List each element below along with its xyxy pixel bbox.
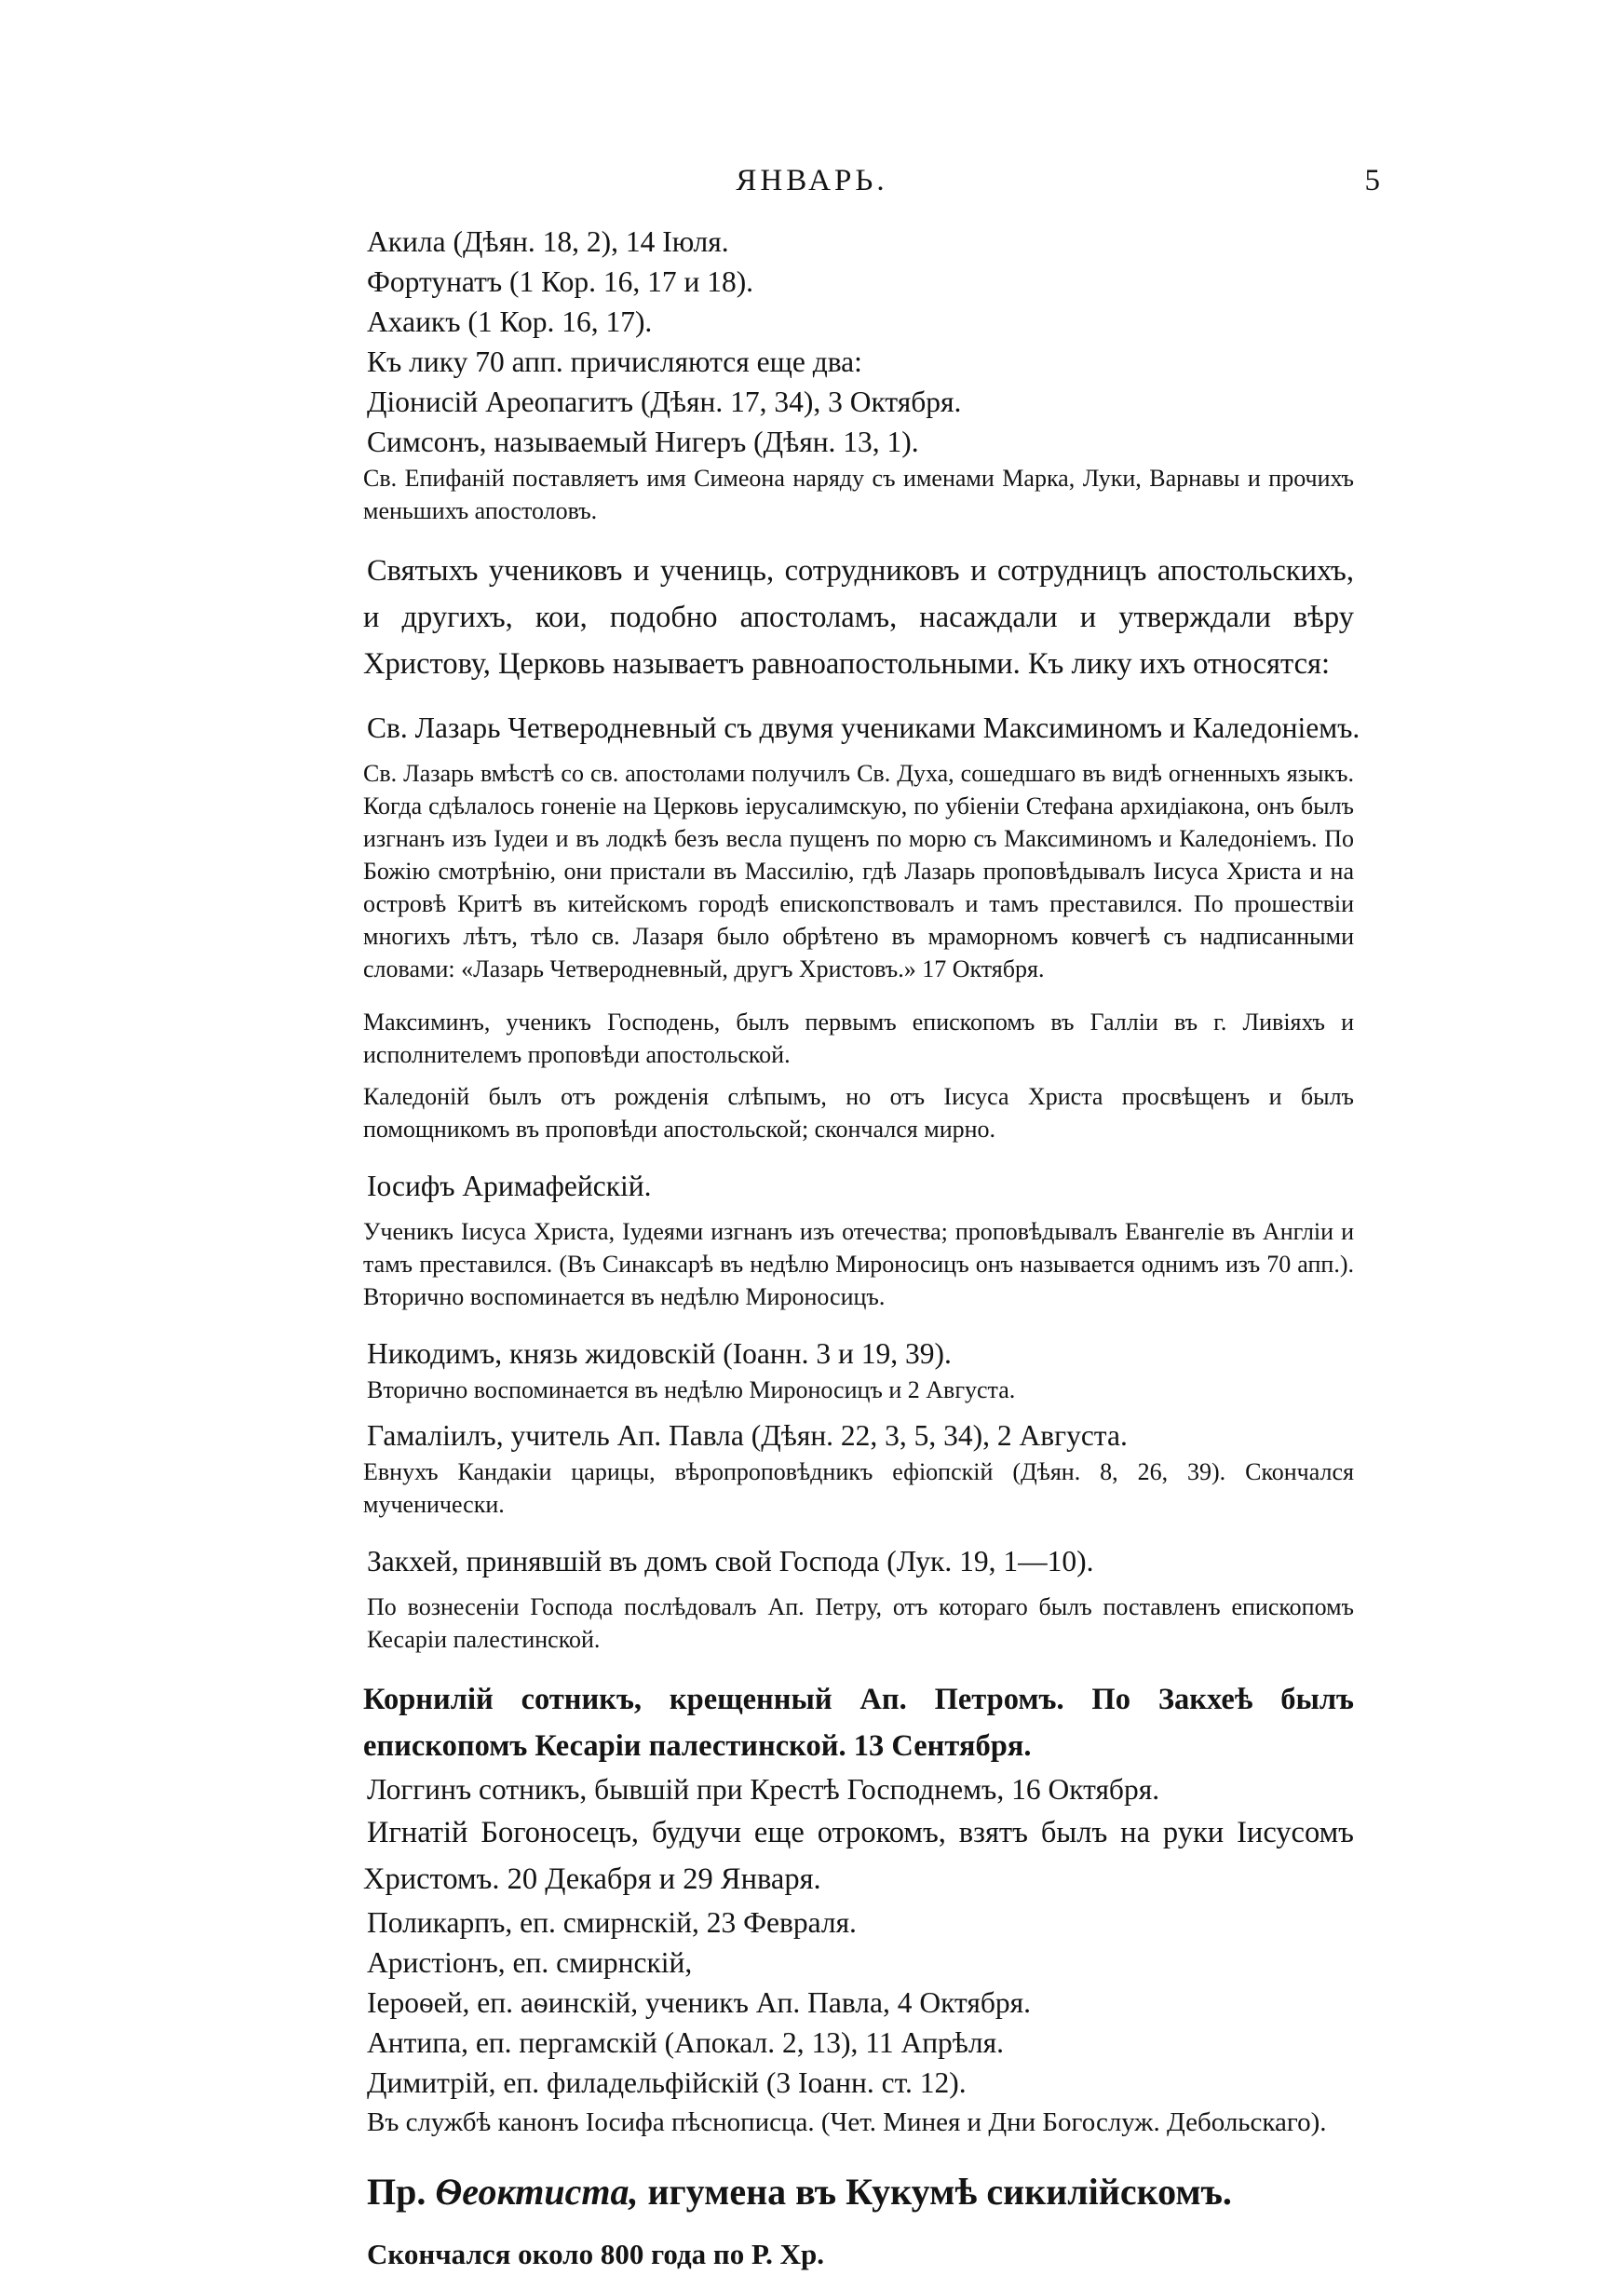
list-item-dionysius: Діонисій Ареопагитъ (Дѣян. 17, 34), 3 Октября. [367,386,962,418]
feast-title [367,2167,1354,2217]
entry-antipas: Антипа, еп. пергамскій (Апокал. 2, 13), 11 Апрѣля. [367,2026,1004,2059]
note-maximin: Максиминъ, ученикъ Господень, былъ первымъ епископомъ въ Галліи въ г. Ливіяхъ и исполнителемъ проповѣди апостольской. [363,1009,1354,1068]
note-caledonius: Каледоній былъ отъ рожденія слѣпымъ, но отъ Іисуса Христа просвѣщенъ и былъ помощникомъ въ проповѣди апостольской; скончался мирно. [363,1083,1354,1143]
intro-equal-to-apostles: Святыхъ учениковъ и учениць, сотрудниковъ и сотрудницъ апостольскихъ, и другихъ, кои, подобно апостоламъ, насаждали и утверждали вѣру Христову, Церковь называетъ равноапостольными. Къ лику ихъ относятся: [363,554,1354,681]
heading-zacchaeus: Закхей, принявшій въ домъ свой Господа (Лук. 19, 1—10). [367,1545,1094,1578]
entry-service-canon: Въ службѣ канонъ Іосифа пѣснописца. (Чет. Минея и Дни Богослуж. Дебольскаго). [367,2107,1327,2137]
note-epiphanius: Св. Епифаній поставляетъ имя Симеона наряду съ именами Марка, Луки, Варнавы и прочихъ меньшихъ апостоловъ. [363,465,1354,524]
feast-title-rest: игумена въ Кукумѣ сикилійскомъ. [647,2171,1232,2213]
heading-nicodemus: Никодимъ, князь жидовскій (Іоанн. 3 и 19, 39). [367,1337,952,1370]
entry-polycarp: Поликарпъ, еп. смирнскій, 23 Февраля. [367,1906,857,1939]
heading-gamaliel: Гамаліилъ, учитель Ап. Павла (Дѣян. 22, 3, 5, 34), 2 Августа. [367,1419,1128,1452]
page-body [363,222,1360,2275]
note-joseph: Ученикъ Іисуса Христа, Іудеями изгнанъ изъ отечества; проповѣдывалъ Евангеліе въ Англіи и тамъ преставился. (Въ Синаксарѣ въ недѣлю Мироносицъ онъ называется однимъ изъ 70 апп.). Вторично воспоминается въ недѣлю Мироносицъ. [363,1218,1354,1310]
list-item-akila: Акила (Дѣян. 18, 2), 14 Іюля. [367,225,729,258]
entry-ignatius: Игнатій Богоносецъ, будучи еще отрокомъ, взятъ былъ на руки Іисусомъ Христомъ. 20 Декабря и 29 Января. [363,1816,1354,1896]
entry-hierotheus: Іероѳей, еп. аѳинскій, ученикъ Ап. Павла, 4 Октября. [367,1986,1031,2019]
note-eunuch: Евнухъ Кандакіи царицы, вѣропроповѣдникъ ефіопскій (Дѣян. 8, 26, 39). Скончался мученически. [363,1458,1354,1518]
feast-note: Скончался около 800 года по Р. Хр. [367,2238,824,2270]
entry-demetrius: Димитрій, еп. филадельфійскій (3 Іоанн. ст. 12). [367,2066,967,2099]
feast-title-prefix: Пр. [367,2171,426,2213]
list-item-simeon-niger: Симсонъ, называемый Нигеръ (Дѣян. 13, 1). [367,426,919,458]
note-lazarus: Св. Лазарь вмѣстѣ со св. апостолами получилъ Св. Духа, сошедшаго въ видѣ огненныхъ языкъ. Когда сдѣлалось гоненіе на Церковь іерусалимскую, по убіеніи Стефана архидіакона, онъ былъ изгнанъ изъ Іудеи и въ лодкѣ безъ весла пущенъ по морю съ Максиминомъ и Каледоніемъ. По Божію смотрѣнію, они пристали въ Массилію, гдѣ Лазарь проповѣдывалъ Іисуса Христа и на островѣ Критѣ въ китейскомъ городѣ епископствовалъ и тамъ преставился. По прошествіи многихъ лѣтъ, тѣло св. Лазаря было обрѣтено въ мраморномъ ковчегѣ съ надписанными словами: «Лазарь Четверодневный, другъ Христовъ.» 17 Октября. [363,760,1354,982]
page-heading: ЯНВАРЬ. [736,164,888,197]
running-head [0,164,1624,201]
entry-longinus: Логгинъ сотникъ, бывшій при Крестѣ Господнемъ, 16 Октября. [367,1773,1160,1806]
page-number: 5 [1364,164,1380,197]
list-item-70-note: Къ лику 70 апп. причисляются еще два: [367,345,862,378]
entry-aristion: Аристіонъ, еп. смирнскій, [367,1946,693,1979]
heading-joseph: Іосифъ Аримафейскій. [367,1170,652,1202]
note-nicodemus: Вторично воспоминается въ недѣлю Мироносицъ и 2 Августа. [367,1376,1016,1403]
list-item-fortunat: Фортунатъ (1 Кор. 16, 17 и 18). [367,265,754,298]
note-zacchaeus: По вознесеніи Господа послѣдовалъ Ап. Петру, отъ котораго былъ поставленъ епископомъ Кесаріи палестинской. [367,1593,1354,1653]
feast-title-name: Ѳеоктиста, [435,2171,639,2213]
entry-cornelius: Корнилій сотникъ, крещенный Ап. Петромъ. По Закхеѣ былъ епископомъ Кесаріи палестинской. 13 Сентября. [363,1683,1354,1763]
heading-lazarus: Св. Лазарь Четверодневный съ двумя учениками Максиминомъ и Каледоніемъ. [367,711,1360,744]
list-item-achaik: Ахаикъ (1 Кор. 16, 17). [367,305,653,338]
